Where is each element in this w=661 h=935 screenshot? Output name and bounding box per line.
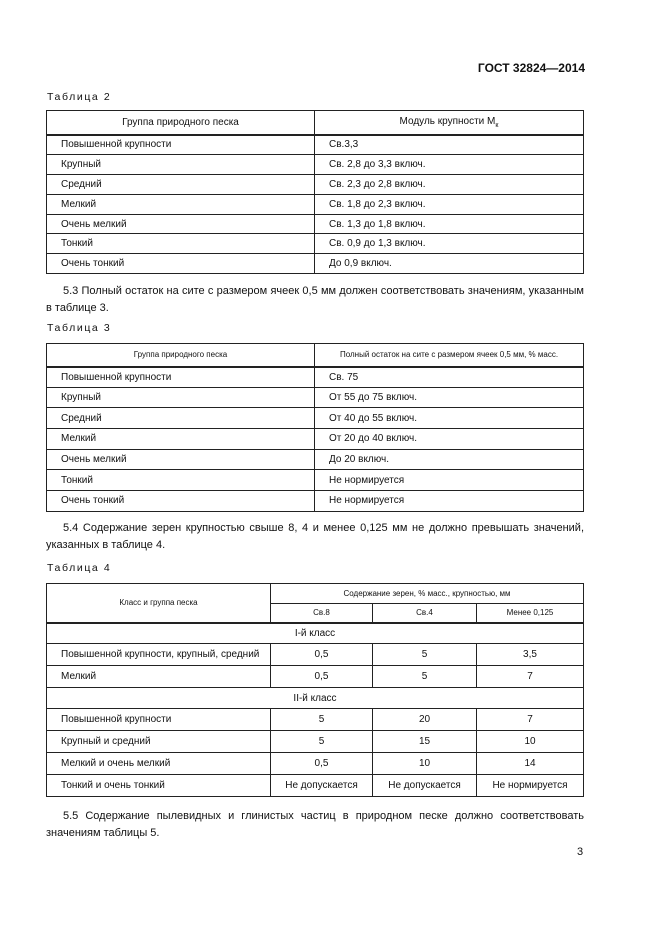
table-row (47, 367, 584, 388)
table4-col1-header: Класс и группа песка (47, 584, 271, 623)
value-cell: От 40 до 55 включ. (315, 408, 584, 429)
table4-subcol-header: Менее 0,125 (477, 604, 584, 623)
table-row (47, 174, 584, 194)
table-row (47, 644, 584, 666)
table-row (47, 491, 584, 512)
table4-subcol-header: Св.4 (373, 604, 477, 623)
value-cell: До 0,9 включ. (315, 254, 584, 274)
table-row (47, 387, 584, 408)
table2-col2-header: Модуль крупности $M_к$ (315, 111, 584, 135)
value-cell: От 55 до 75 включ. (315, 387, 584, 408)
row-label-cell: Повышенной крупности (47, 367, 315, 388)
row-label-cell: Повышенной крупности (47, 709, 271, 731)
class-heading: I-й класс (47, 623, 584, 644)
value-cell: 0,5 (271, 644, 373, 666)
table4-label: Таблица 4 (47, 562, 112, 574)
table3-col2-header: Полный остаток на сите с размером ячеек 0,5 мм, % масс. (315, 344, 584, 367)
table-row (47, 194, 584, 214)
table4-subcol-header: Св.8 (271, 604, 373, 623)
table-row (47, 234, 584, 254)
table-row (47, 753, 584, 775)
row-label-cell: Очень мелкий (47, 449, 315, 470)
value-cell: 10 (373, 753, 477, 775)
standard-header: ГОСТ 32824—2014 (477, 61, 585, 75)
table-row (47, 666, 584, 688)
row-label-cell: Очень тонкий (47, 491, 315, 512)
row-label-cell: Тонкий (47, 470, 315, 491)
class-row (47, 688, 584, 709)
table4 (46, 583, 584, 797)
row-label-cell: Средний (47, 408, 315, 429)
row-label-cell: Крупный (47, 154, 315, 174)
value-cell: 10 (477, 731, 584, 753)
value-cell: Не нормируется (315, 491, 584, 512)
table-row (47, 709, 584, 731)
row-label-cell: Тонкий (47, 234, 315, 254)
row-label-cell: Мелкий (47, 429, 315, 450)
value-cell: 5 (271, 709, 373, 731)
row-label-cell: Тонкий и очень тонкий (47, 775, 271, 797)
value-cell: Св.3,3 (315, 135, 584, 155)
paragraph-5-3: 5.3 Полный остаток на сите с размером ячеек 0,5 мм должен соответствовать значениям, указанным в таблице 3. (46, 285, 584, 314)
value-cell: 5 (373, 666, 477, 688)
row-label-cell: Крупный и средний (47, 731, 271, 753)
page-number: 3 (577, 846, 584, 858)
value-cell: 0,5 (271, 753, 373, 775)
value-cell: Св. 0,9 до 1,3 включ. (315, 234, 584, 254)
value-cell: Св. 2,8 до 3,3 включ. (315, 154, 584, 174)
row-label-cell: Повышенной крупности (47, 135, 315, 155)
row-label-cell: Очень тонкий (47, 254, 315, 274)
row-label-cell: Повышенной крупности, крупный, средний (47, 644, 271, 666)
value-cell: Св. 1,8 до 2,3 включ. (315, 194, 584, 214)
value-cell: Не допускается (271, 775, 373, 797)
table-row (47, 775, 584, 797)
value-cell: 5 (373, 644, 477, 666)
table-row (47, 154, 584, 174)
table2-label: Таблица 2 (47, 91, 112, 103)
table-row (47, 408, 584, 429)
class-heading: II-й класс (47, 688, 584, 709)
value-cell: Не допускается (373, 775, 477, 797)
table-row (47, 135, 584, 155)
row-label-cell: Мелкий (47, 194, 315, 214)
table2 (46, 110, 584, 274)
value-cell: 7 (477, 666, 584, 688)
value-cell: 3,5 (477, 644, 584, 666)
row-label-cell: Средний (47, 174, 315, 194)
table2-col1-header: Группа природного песка (47, 111, 315, 135)
table-row (47, 731, 584, 753)
value-cell: 5 (271, 731, 373, 753)
table4-group-header: Содержание зерен, % масс., крупностью, мм (271, 584, 584, 604)
value-cell: Св. 1,3 до 1,8 включ. (315, 214, 584, 234)
table-row (47, 254, 584, 274)
value-cell: Не нормируется (477, 775, 584, 797)
value-cell: Не нормируется (315, 470, 584, 491)
table-row (47, 449, 584, 470)
value-cell: 14 (477, 753, 584, 775)
table3 (46, 343, 584, 512)
row-label-cell: Очень мелкий (47, 214, 315, 234)
table3-label: Таблица 3 (47, 322, 112, 334)
paragraph-5-5: 5.5 Содержание пылевидных и глинистых частиц в природном песке должно соответствовать значениям таблицы 5. (46, 810, 584, 839)
value-cell: 15 (373, 731, 477, 753)
table-row (47, 470, 584, 491)
value-cell: 0,5 (271, 666, 373, 688)
table3-col1-header: Группа природного песка (47, 344, 315, 367)
table-row (47, 214, 584, 234)
row-label-cell: Крупный (47, 387, 315, 408)
paragraph-5-4: 5.4 Содержание зерен крупностью свыше 8, 4 и менее 0,125 мм не должно превышать значений, указанных в таблице 4. (46, 522, 584, 551)
table-row (47, 429, 584, 450)
row-label-cell: Мелкий и очень мелкий (47, 753, 271, 775)
row-label-cell: Мелкий (47, 666, 271, 688)
value-cell: От 20 до 40 включ. (315, 429, 584, 450)
value-cell: 7 (477, 709, 584, 731)
value-cell: Св. 2,3 до 2,8 включ. (315, 174, 584, 194)
value-cell: Св. 75 (315, 367, 584, 388)
value-cell: До 20 включ. (315, 449, 584, 470)
class-row (47, 623, 584, 644)
value-cell: 20 (373, 709, 477, 731)
